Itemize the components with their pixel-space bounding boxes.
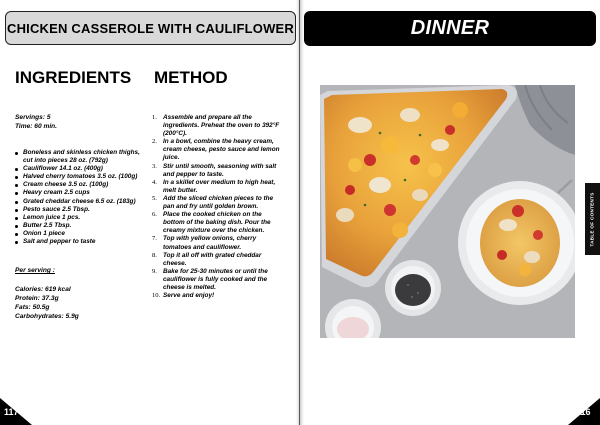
step-number: 9. bbox=[152, 267, 157, 275]
step-number: 2. bbox=[152, 138, 157, 146]
page-number-right: 116 bbox=[576, 407, 591, 417]
casserole-illustration bbox=[320, 85, 575, 338]
step-text: Bake for 25-30 minutes or until the cauliflower is fully cooked and the cheese is melted. bbox=[163, 267, 268, 291]
step-text: Assemble and prepare all the ingredients. Preheat the oven to 392°F (200°C). bbox=[163, 114, 280, 138]
method-step bbox=[152, 268, 284, 292]
ingredient-item: Heavy cream 2.5 cups bbox=[14, 189, 148, 197]
step-number: 6. bbox=[152, 211, 157, 219]
ingredient-item: Halved cherry tomatoes 3.5 oz. (100g) bbox=[14, 173, 148, 181]
method-step bbox=[152, 179, 284, 195]
book-spine-line bbox=[299, 0, 300, 425]
method-step bbox=[152, 211, 284, 235]
ingredient-item: Cauliflower 14.1 oz. (400g) bbox=[14, 165, 148, 173]
nutrition-carbohydrates: Carbohydrates: 5.9g bbox=[15, 313, 79, 320]
page-number-left: 117 bbox=[4, 407, 19, 417]
recipe-title: CHICKEN CASSEROLE WITH CAULIFLOWER bbox=[6, 20, 294, 36]
method-step bbox=[152, 195, 284, 211]
ingredient-item: Lemon juice 1 pcs. bbox=[14, 214, 148, 222]
step-number: 10. bbox=[152, 292, 161, 300]
step-text: Place the cooked chicken on the bottom of the baking dish. Pour the creamy mixture over the chicken. bbox=[163, 211, 271, 235]
method-step bbox=[152, 252, 284, 268]
step-number: 5. bbox=[152, 194, 157, 202]
ingredient-item: Grated cheddar cheese 6.5 oz. (183g) bbox=[14, 198, 148, 206]
method-step bbox=[152, 235, 284, 251]
method-step bbox=[152, 292, 284, 300]
casserole-photo bbox=[320, 85, 575, 338]
step-number: 7. bbox=[152, 235, 157, 243]
nutrition-calories: Calories: 619 kcal bbox=[15, 286, 71, 293]
step-text: In a bowl, combine the heavy cream, cream cheese, pesto sauce and lemon juice. bbox=[163, 138, 280, 162]
recipe-title-box bbox=[5, 11, 296, 45]
method-step bbox=[152, 114, 284, 138]
step-text: Serve and enjoy! bbox=[163, 292, 215, 300]
recipe-meta bbox=[15, 113, 57, 131]
table-of-contents-tab[interactable] bbox=[585, 183, 600, 255]
section-title: DINNER bbox=[410, 17, 490, 39]
step-text: Add the sliced chicken pieces to the pan and fry until golden brown. bbox=[163, 194, 274, 211]
ingredient-item: Boneless and skinless chicken thighs, cut into pieces 28 oz. (792g) bbox=[14, 149, 148, 165]
cooking-time: Time: 60 min. bbox=[15, 123, 58, 130]
method-step bbox=[152, 138, 284, 162]
per-serving-label: Per serving : bbox=[15, 267, 55, 274]
method-step bbox=[152, 163, 284, 179]
method-steps bbox=[152, 114, 284, 300]
step-number: 8. bbox=[152, 251, 157, 259]
ingredient-item: Butter 2.5 Tbsp. bbox=[14, 222, 148, 230]
step-text: Top it all off with grated cheddar cheese. bbox=[163, 251, 262, 267]
section-title-box bbox=[304, 11, 596, 46]
nutrition-protein: Protein: 37.3g bbox=[15, 295, 59, 302]
table-of-contents-label: TABLE OF CONTENTS bbox=[590, 191, 595, 247]
step-number: 1. bbox=[152, 114, 157, 121]
ingredient-item: Onion 1 piece bbox=[14, 230, 148, 238]
step-text: In a skillet over medium to high heat, melt butter. bbox=[163, 178, 276, 194]
nutrition-fats: Fats: 50.5g bbox=[15, 304, 50, 311]
step-number: 4. bbox=[152, 178, 157, 186]
method-heading: METHOD bbox=[154, 68, 228, 87]
servings: Servings: 5 bbox=[15, 114, 51, 121]
book-gutter bbox=[296, 0, 304, 425]
ingredients-list bbox=[14, 149, 148, 246]
ingredient-item: Pesto sauce 2.5 Tbsp. bbox=[14, 206, 148, 214]
step-text: Top with yellow onions, cherry tomatoes and cauliflower. bbox=[163, 235, 257, 251]
ingredient-item: Cream cheese 3.5 oz. (100g) bbox=[14, 181, 148, 189]
ingredients-heading: INGREDIENTS bbox=[15, 68, 132, 87]
step-text: Stir until smooth, seasoning with salt and pepper to taste. bbox=[163, 162, 277, 178]
nutrition-facts bbox=[15, 285, 79, 321]
ingredient-item: Salt and pepper to taste bbox=[14, 238, 148, 246]
step-number: 3. bbox=[152, 162, 157, 170]
